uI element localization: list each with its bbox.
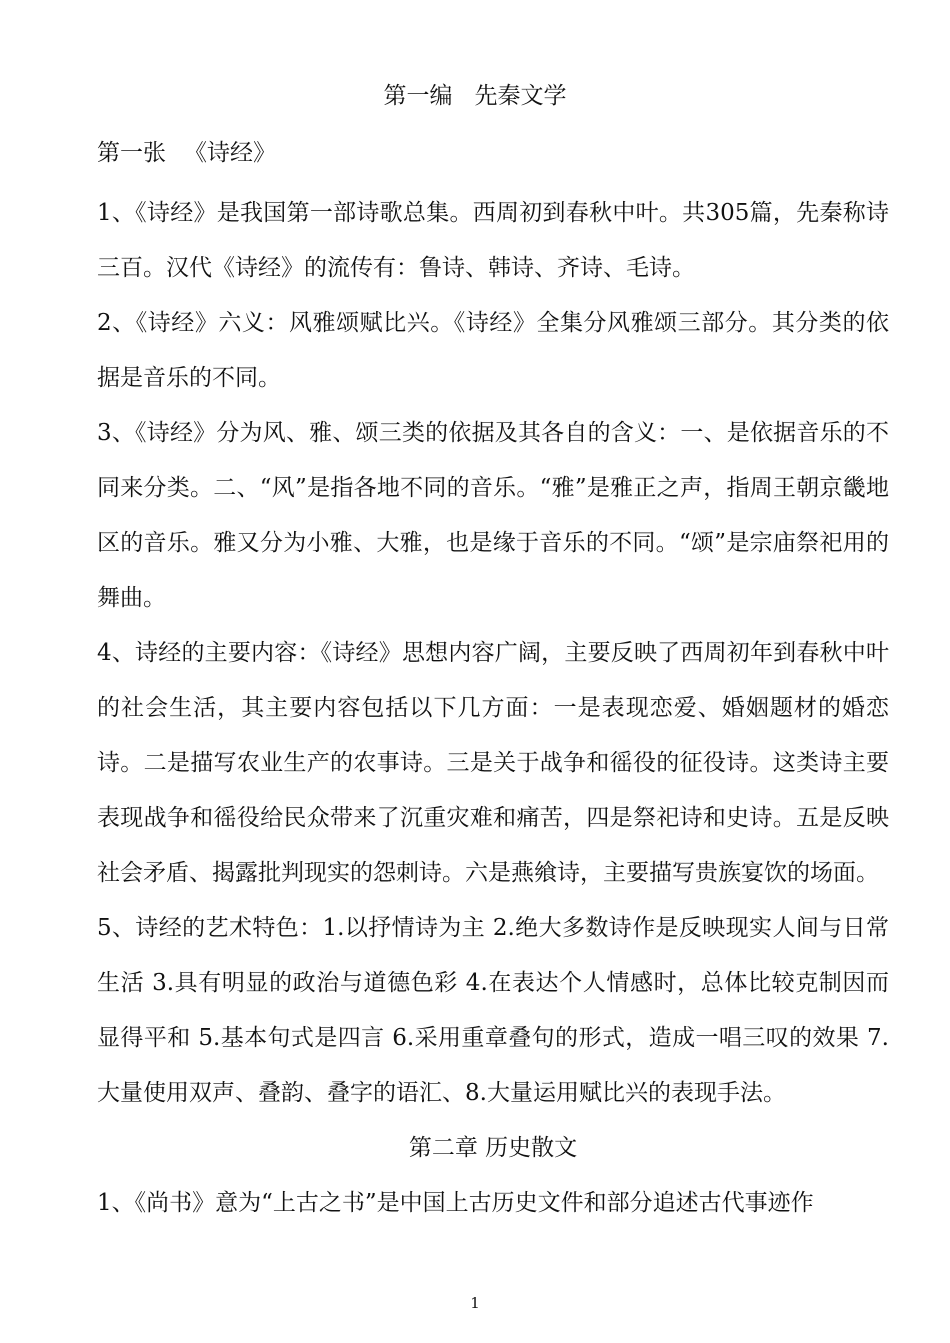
paragraph: 1、《尚书》意为“上古之书”是中国上古历史文件和部分追述古代事迹作 bbox=[97, 1190, 814, 1216]
page-number: 1 bbox=[470, 1294, 480, 1312]
part-title-name: 先秦文学 bbox=[474, 83, 567, 109]
paragraph: 1、《诗经》是我国第一部诗歌总集。西周初到春秋中叶。共305篇，先秦称诗三百。汉代《诗经》的流传有：鲁诗、韩诗、齐诗、毛诗。 bbox=[97, 200, 889, 281]
paragraph: 2、《诗经》六义：风雅颂赋比兴。《诗经》全集分风雅颂三部分。其分类的依据是音乐的不同。 bbox=[97, 310, 889, 391]
chapter-heading bbox=[97, 137, 276, 169]
paragraph: 4、诗经的主要内容：《诗经》思想内容广阔，主要反映了西周初年到春秋中叶的社会生活，其主要内容包括以下几方面：一是表现恋爱、婚姻题材的婚恋诗。二是描写农业生产的农事诗。三是关于战争和徭役的征役诗。这类诗主要表现战争和徭役给民众带来了沉重灾难和痛苦，四是祭祀诗和史诗。五是反映社会矛盾、揭露批判现实的怨刺诗。六是燕飨诗，主要描写贵族宴饮的场面。 bbox=[97, 640, 889, 886]
paragraph: 3、《诗经》分为风、雅、颂三类的依据及其各自的含义：一、是依据音乐的不同来分类。二、“风”是指各地不同的音乐。“雅”是雅正之声，指周王朝京畿地区的音乐。雅又分为小雅、大雅，也是缘于音乐的不同。“颂”是宗庙祭祀用的舞曲。 bbox=[97, 420, 889, 611]
section-heading: 第二章 历史散文 bbox=[408, 1135, 578, 1161]
part-title-number: 第一编 bbox=[383, 83, 453, 109]
chapter-label: 第一张 bbox=[97, 140, 166, 166]
chapter-name: 《诗经》 bbox=[184, 140, 276, 166]
paragraph: 5、诗经的艺术特色：1.以抒情诗为主 2.绝大多数诗作是反映现实人间与日常生活 3.具有明显的政治与道德色彩 4.在表达个人情感时，总体比较克制因而显得平和 5.基本句式是四言 6.采用重章叠句的形式，造成一唱三叹的效果 7.大量使用双声、叠韵、叠字的语汇、8.大量运用赋比兴的表现手法。 bbox=[97, 915, 889, 1106]
document-body bbox=[97, 186, 889, 1231]
part-title bbox=[0, 80, 950, 112]
